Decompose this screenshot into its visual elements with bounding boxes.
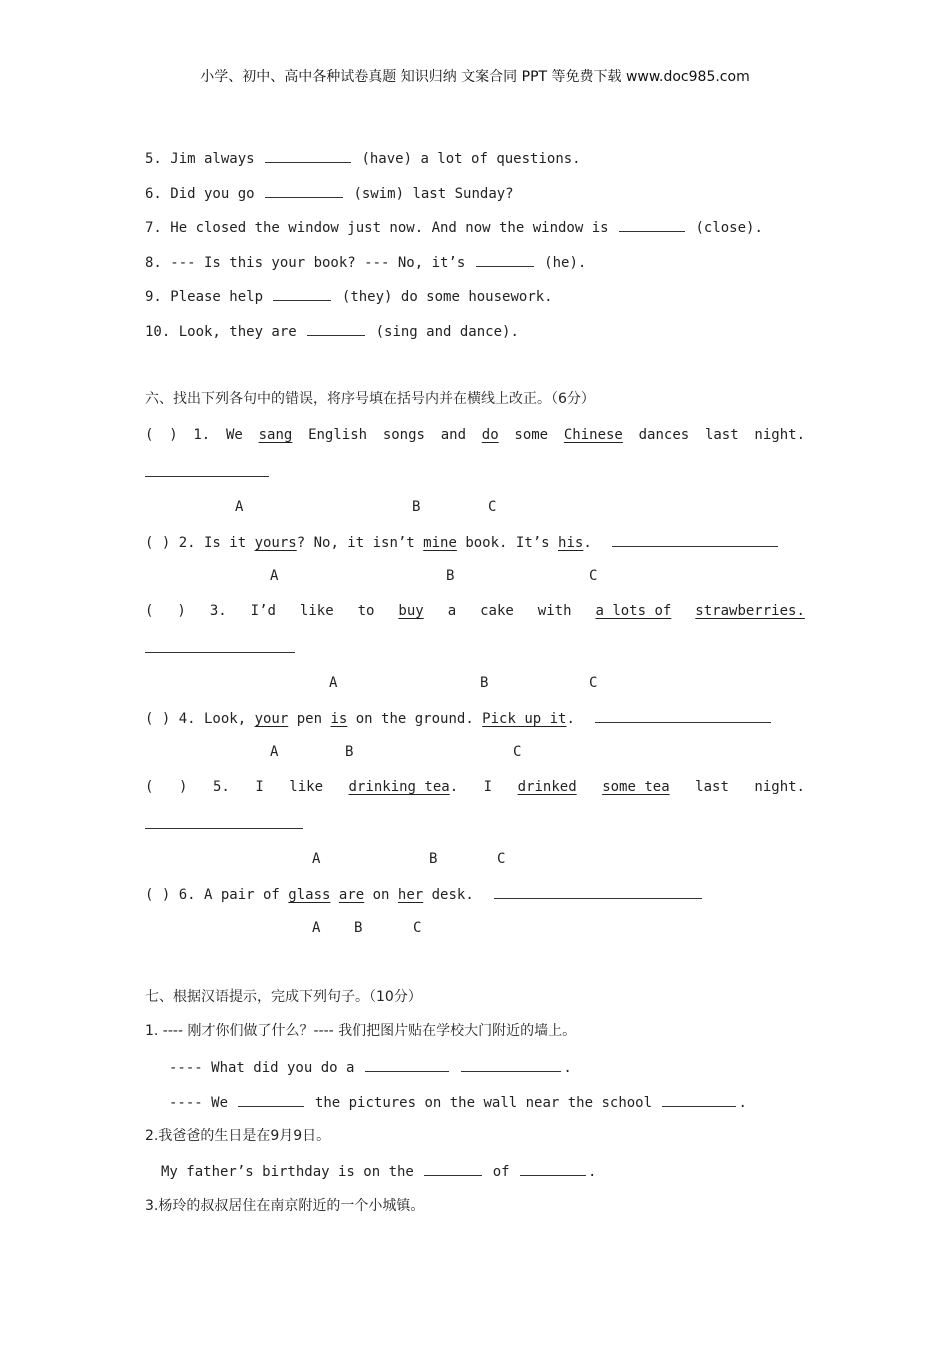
- answer-blank[interactable]: [265, 183, 343, 198]
- answer-blank[interactable]: [307, 321, 365, 336]
- error-question-2: ( ) 2. Is it yours? No, it isn’t mine book. It’s his.: [145, 532, 780, 553]
- option-label-b: B: [429, 851, 438, 867]
- option-label-b: B: [354, 920, 363, 936]
- error-question-3: ( ) 3. I’d like to buy a cake with a lots of strawberries.: [145, 603, 805, 619]
- answer-blank[interactable]: [461, 1057, 561, 1072]
- error-question-1: ( ) 1. We sang English songs and do some Chinese dances last night.: [145, 427, 805, 443]
- option-label-a: A: [312, 851, 321, 867]
- option-label-b: B: [446, 568, 455, 584]
- fill-item-8: 8. --- Is this your book? --- No, it’s (he).: [145, 252, 586, 273]
- fill-item-5: 5. Jim always (have) a lot of questions.: [145, 148, 581, 169]
- option-label-a: A: [312, 920, 321, 936]
- option-label-b: B: [480, 675, 489, 691]
- option-label-c: C: [589, 568, 598, 584]
- option-label-c: C: [497, 851, 506, 867]
- translation-line-1b: ---- We the pictures on the wall near the school .: [169, 1092, 747, 1113]
- fill-item-6: 6. Did you go (swim) last Sunday?: [145, 183, 514, 204]
- translation-prompt-1: 1. ---- 刚才你们做了什么？---- 我们把图片贴在学校大门附近的墙上。: [145, 1023, 577, 1039]
- correction-line-6[interactable]: [494, 884, 702, 899]
- section6-title: 六、找出下列各句中的错误，将序号填在括号内并在横线上改正。（6分）: [145, 391, 595, 407]
- correction-line-5[interactable]: [145, 814, 303, 835]
- option-label-a: A: [270, 744, 279, 760]
- option-label-c: C: [413, 920, 422, 936]
- correction-line-1[interactable]: [145, 462, 269, 483]
- error-question-4: ( ) 4. Look, your pen is on the ground. Pick up it.: [145, 708, 773, 729]
- option-label-a: A: [235, 499, 244, 515]
- option-label-a: A: [270, 568, 279, 584]
- answer-blank[interactable]: [662, 1092, 736, 1107]
- fill-item-7: 7. He closed the window just now. And now the window is (close).: [145, 217, 763, 238]
- answer-blank[interactable]: [476, 252, 534, 267]
- answer-blank[interactable]: [619, 217, 685, 232]
- option-label-c: C: [513, 744, 522, 760]
- answer-blank[interactable]: [365, 1057, 449, 1072]
- error-question-5: ( ) 5. I like drinking tea. I drinked some tea last night.: [145, 779, 805, 795]
- answer-blank[interactable]: [265, 148, 351, 163]
- translation-line-2: My father’s birthday is on the of .: [161, 1161, 596, 1182]
- answer-blank[interactable]: [520, 1161, 586, 1176]
- fill-item-10: 10. Look, they are (sing and dance).: [145, 321, 519, 342]
- answer-blank[interactable]: [273, 286, 331, 301]
- translation-prompt-2: 2.我爸爸的生日是在9月9日。: [145, 1128, 331, 1144]
- section7-title: 七、根据汉语提示，完成下列句子。（10分）: [145, 989, 422, 1005]
- correction-line-3[interactable]: [145, 638, 295, 659]
- correction-line-2[interactable]: [612, 532, 778, 547]
- error-question-6: ( ) 6. A pair of glass are on her desk.: [145, 884, 704, 905]
- answer-blank[interactable]: [238, 1092, 304, 1107]
- option-label-c: C: [589, 675, 598, 691]
- page-header: 小学、初中、高中各种试卷真题 知识归纳 文案合同 PPT 等免费下载 www.doc985.com: [200, 69, 750, 85]
- translation-prompt-3: 3.杨玲的叔叔居住在南京附近的一个小城镇。: [145, 1198, 425, 1214]
- option-label-c: C: [488, 499, 497, 515]
- fill-item-9: 9. Please help (they) do some housework.: [145, 286, 553, 307]
- translation-line-1a: ---- What did you do a .: [169, 1057, 572, 1078]
- option-label-a: A: [329, 675, 338, 691]
- option-label-b: B: [345, 744, 354, 760]
- option-label-b: B: [412, 499, 421, 515]
- correction-line-4[interactable]: [595, 708, 771, 723]
- answer-blank[interactable]: [424, 1161, 482, 1176]
